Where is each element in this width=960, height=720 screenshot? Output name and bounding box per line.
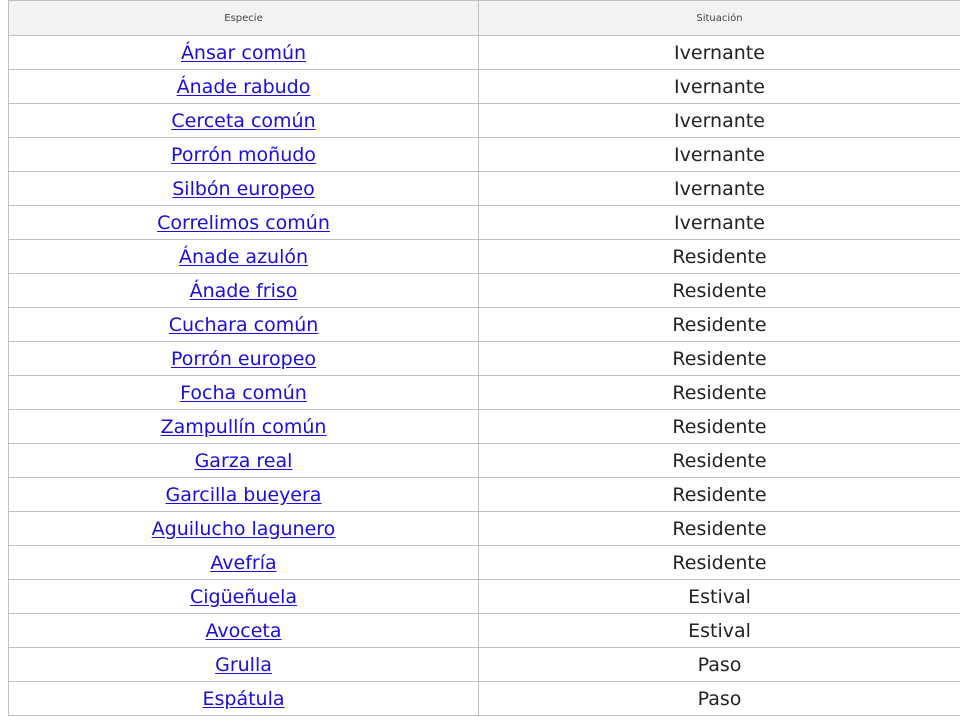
table-row xyxy=(9,512,960,546)
species-cell xyxy=(9,546,479,580)
status-cell: Residente xyxy=(479,478,960,512)
table-row xyxy=(9,376,960,410)
table-row xyxy=(9,410,960,444)
species-cell xyxy=(9,308,479,342)
table-row xyxy=(9,206,960,240)
status-cell: Residente xyxy=(479,240,960,274)
species-cell xyxy=(9,138,479,172)
table-row xyxy=(9,138,960,172)
species-link[interactable]: Grulla xyxy=(215,653,272,676)
status-cell: Estival xyxy=(479,580,960,614)
status-cell: Ivernante xyxy=(479,36,960,70)
species-link[interactable]: Cuchara común xyxy=(168,313,319,336)
status-cell: Residente xyxy=(479,546,960,580)
table-body xyxy=(9,36,960,716)
status-cell: Estival xyxy=(479,614,960,648)
species-cell xyxy=(9,444,479,478)
table-row xyxy=(9,614,960,648)
status-cell: Ivernante xyxy=(479,138,960,172)
species-link[interactable]: Espátula xyxy=(202,687,285,710)
status-cell: Residente xyxy=(479,308,960,342)
species-cell xyxy=(9,206,479,240)
species-cell xyxy=(9,614,479,648)
status-cell: Paso xyxy=(479,682,960,716)
species-link[interactable]: Ánsar común xyxy=(180,41,307,64)
species-cell xyxy=(9,478,479,512)
status-cell: Residente xyxy=(479,342,960,376)
species-cell xyxy=(9,342,479,376)
species-link[interactable]: Cigüeñuela xyxy=(189,585,298,608)
species-table xyxy=(8,0,960,716)
species-link[interactable]: Ánade rabudo xyxy=(176,75,311,98)
table-row xyxy=(9,36,960,70)
species-cell xyxy=(9,172,479,206)
table-row xyxy=(9,580,960,614)
species-cell xyxy=(9,580,479,614)
status-cell: Ivernante xyxy=(479,70,960,104)
species-cell xyxy=(9,70,479,104)
species-link[interactable]: Garza real xyxy=(194,449,293,472)
species-cell xyxy=(9,512,479,546)
status-cell: Ivernante xyxy=(479,104,960,138)
species-cell xyxy=(9,240,479,274)
species-cell xyxy=(9,376,479,410)
table-row xyxy=(9,274,960,308)
table-row xyxy=(9,172,960,206)
species-link[interactable]: Silbón europeo xyxy=(172,177,315,200)
table-row xyxy=(9,308,960,342)
table-header xyxy=(9,1,960,36)
species-link[interactable]: Ánade azulón xyxy=(178,245,309,268)
species-link[interactable]: Avoceta xyxy=(205,619,282,642)
table-row xyxy=(9,478,960,512)
header-row xyxy=(9,1,960,36)
species-link[interactable]: Aguilucho lagunero xyxy=(151,517,336,540)
species-link[interactable]: Garcilla bueyera xyxy=(165,483,322,506)
species-cell xyxy=(9,682,479,716)
column-header-status: Situación xyxy=(479,1,960,36)
status-cell: Ivernante xyxy=(479,172,960,206)
species-link[interactable]: Correlimos común xyxy=(157,211,330,234)
status-cell: Paso xyxy=(479,648,960,682)
status-cell: Residente xyxy=(479,410,960,444)
table-row xyxy=(9,342,960,376)
species-link[interactable]: Avefría xyxy=(210,551,277,574)
table-row xyxy=(9,444,960,478)
species-link[interactable]: Focha común xyxy=(180,381,307,404)
status-cell: Residente xyxy=(479,376,960,410)
table-row xyxy=(9,104,960,138)
status-cell: Residente xyxy=(479,274,960,308)
table-row xyxy=(9,70,960,104)
species-link[interactable]: Cerceta común xyxy=(171,109,316,132)
species-link[interactable]: Porrón moñudo xyxy=(171,143,316,166)
status-cell: Ivernante xyxy=(479,206,960,240)
table-row xyxy=(9,682,960,716)
table-row xyxy=(9,546,960,580)
species-cell xyxy=(9,410,479,444)
table-row xyxy=(9,648,960,682)
species-link[interactable]: Porrón europeo xyxy=(170,347,317,370)
table-row xyxy=(9,240,960,274)
species-cell xyxy=(9,104,479,138)
status-cell: Residente xyxy=(479,444,960,478)
species-cell xyxy=(9,648,479,682)
status-cell: Residente xyxy=(479,512,960,546)
column-header-species: Especie xyxy=(9,1,479,36)
species-link[interactable]: Ánade friso xyxy=(189,279,298,302)
species-cell xyxy=(9,36,479,70)
species-cell xyxy=(9,274,479,308)
species-link[interactable]: Zampullín común xyxy=(160,415,327,438)
